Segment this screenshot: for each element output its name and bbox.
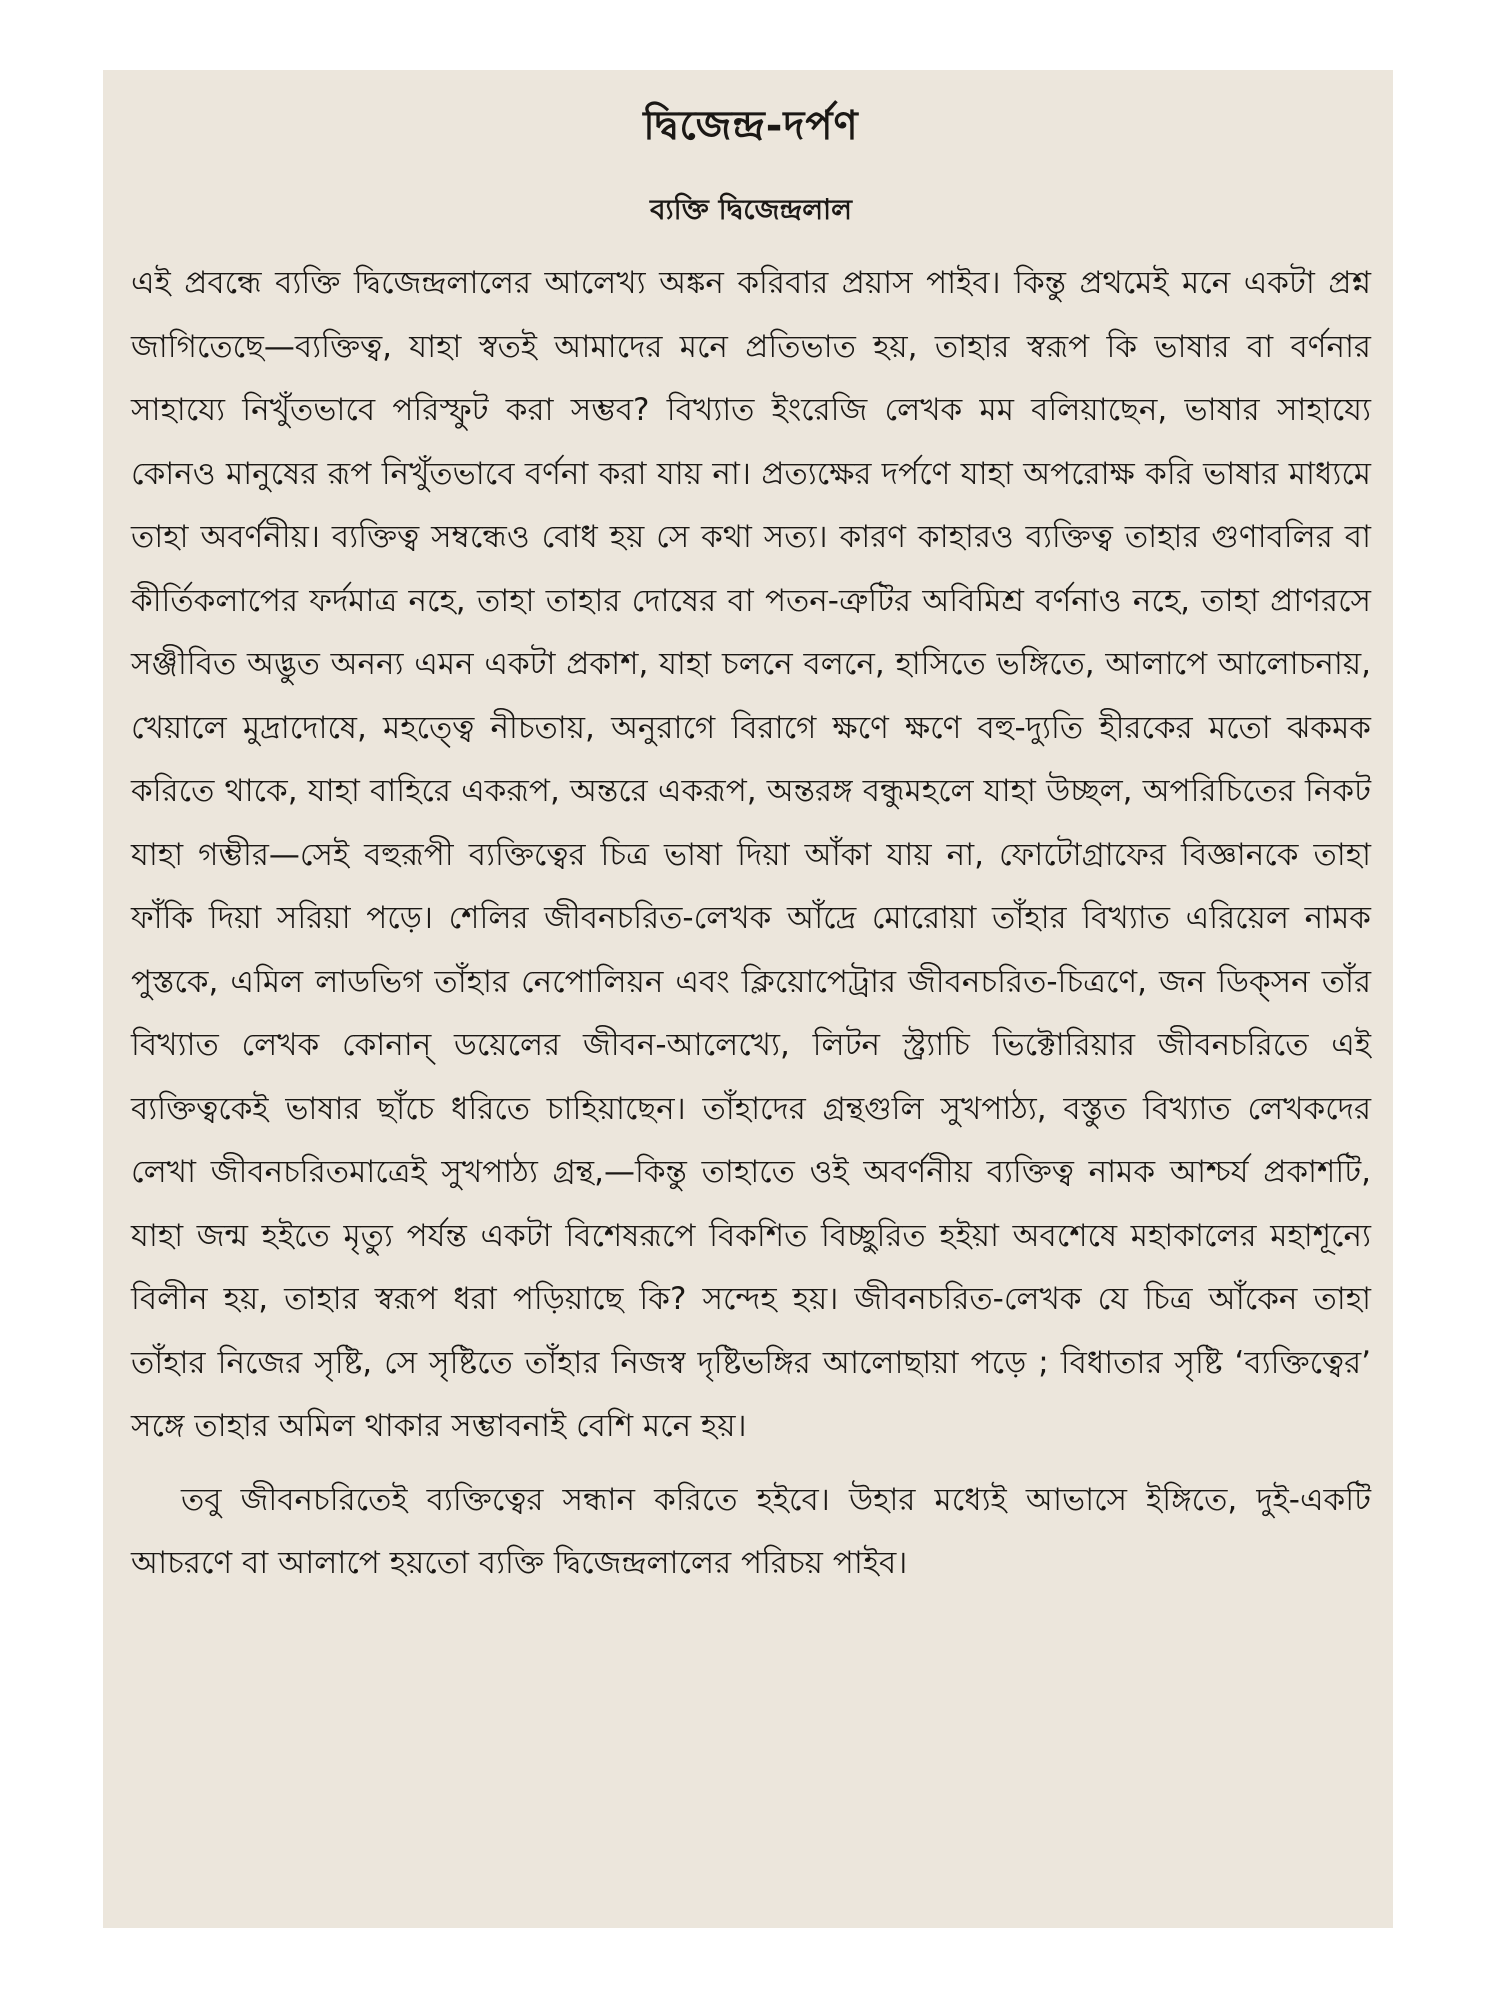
body-paragraph-1: এই প্রবন্ধে ব্যক্তি দ্বিজেন্দ্রলালের আলেখ্য অঙ্কন করিবার প্রয়াস পাইব। কিন্তু প্রথমেই মনে একটা প্রশ্ন জাগিতেছে—ব্যক্তিত্ব, যাহা স্বতই আমাদের মনে প্রতিভাত হয়, তাহার স্বরূপ কি ভাষার বা বর্ণনার সাহায্যে নিখুঁতভাবে পরিস্ফুট করা সম্ভব? বিখ্যাত ইংরেজি লেখক মম বলিয়াছেন, ভাষার সাহায্যে কোনও মানুষের রূপ নিখুঁতভাবে বর্ণনা করা যায় না। প্রত্যক্ষের দর্পণে যাহা অপরোক্ষ করি ভাষার মাধ্যমে তাহা অবর্ণনীয়। ব্যক্তিত্ব সম্বন্ধেও বোধ হয় সে কথা সত্য। কারণ কাহারও ব্যক্তিত্ব তাহার গুণাবলির বা কীর্তিকলাপের ফর্দমাত্র নহে, তাহা তাহার দোষের বা পতন-ত্রুটির অবিমিশ্র বর্ণনাও নহে, তাহা প্রাণরসে সঞ্জীবিত অদ্ভুত অনন্য এমন একটা প্রকাশ, যাহা চলনে বলনে, হাসিতে ভঙ্গিতে, আলাপে আলোচনায়, খেয়ালে মুদ্রাদোষে, মহত্ত্বে নীচতায়, অনুরাগে বিরাগে ক্ষণে ক্ষণে বহু-দ্যুতি হীরকের মতো ঝকমক করিতে থাকে, যাহা বাহিরে একরূপ, অন্তরে একরূপ, অন্তরঙ্গ বন্ধুমহলে যাহা উচ্ছল, অপরিচিতের নিকট যাহা গম্ভীর—সেই বহুরূপী ব্যক্তিত্বের চিত্র ভাষা দিয়া আঁকা যায় না, ফোটোগ্রাফের বিজ্ঞানকে তাহা ফাঁকি দিয়া সরিয়া পড়ে। শেলির জীবনচরিত-লেখক আঁদ্রে মোরোয়া তাঁহার বিখ্যাত এরিয়েল নামক পুস্তকে, এমিল লাডভিগ তাঁহার নেপোলিয়ন এবং ক্লিয়োপেট্রার জীবনচরিত-চিত্রণে, জন ডিক্‌সন তাঁর বিখ্যাত লেখক কোনান্ ডয়েলের জীবন-আলেখ্যে, লিটন স্ট্র্যাচি ভিক্টোরিয়ার জীবনচরিতে এই ব্যক্তিত্বকেই ভাষার ছাঁচে ধরিতে চাহিয়াছেন। তাঁহাদের গ্রন্থগুলি সুখপাঠ্য, বস্তুত বিখ্যাত লেখকদের লেখা জীবনচরিতমাত্রেই সুখপাঠ্য গ্রন্থ,—কিন্তু তাহাতে ওই অবর্ণনীয় ব্যক্তিত্ব নামক আশ্চর্য প্রকাশটি, যাহা জন্ম হইতে মৃত্যু পর্যন্ত একটা বিশেষরূপে বিকশিত বিচ্ছুরিত হইয়া অবশেষে মহাকালের মহাশূন্যে বিলীন হয়, তাহার স্বরূপ ধরা পড়িয়াছে কি? সন্দেহ হয়। জীবনচরিত-লেখক যে চিত্র আঁকেন তাহা তাঁহার নিজের সৃষ্টি, সে সৃষ্টিতে তাঁহার নিজস্ব দৃষ্টিভঙ্গির আলোছায়া পড়ে ; বিধাতার সৃষ্টি ‘ব্যক্তিত্বের’ সঙ্গে তাহার অমিল থাকার সম্ভাবনাই বেশি মনে হয়। xyxy=(131,265,1371,1444)
book-page xyxy=(103,70,1393,1928)
section-title: ব্যক্তি দ্বিজেন্দ্রলাল xyxy=(649,193,853,226)
body-paragraph-2: তবু জীবনচরিতেই ব্যক্তিত্বের সন্ধান করিতে হইবে। উহার মধ্যেই আভাসে ইঙ্গিতে, দুই-একটি আচরণে বা আলাপে হয়তো ব্যক্তি দ্বিজেন্দ্রলালের পরিচয় পাইব। xyxy=(131,1481,1371,1581)
page-title: দ্বিজেন্দ্র-দর্পণ xyxy=(643,103,859,149)
